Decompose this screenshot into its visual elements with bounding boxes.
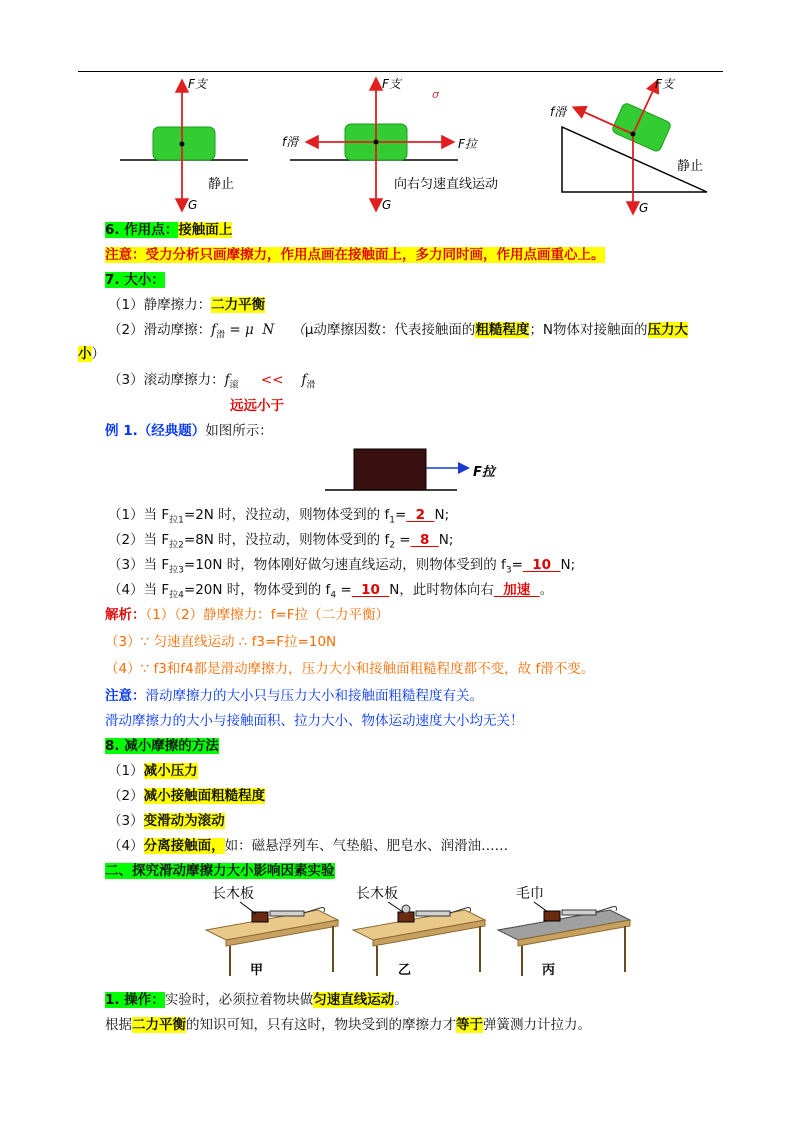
close-paren: ）	[91, 346, 105, 362]
diagram-incline	[545, 72, 725, 222]
label-f-friction: f滑	[550, 105, 567, 119]
section-6-value: 接触面上	[178, 222, 233, 238]
answer-2: 8	[410, 532, 439, 548]
rolling-f: f	[224, 372, 230, 388]
dark-block	[354, 449, 426, 490]
rough-highlight: 粗糙程度	[475, 322, 530, 338]
label-g: G	[639, 201, 649, 215]
label-bing: 丙	[542, 963, 556, 978]
board-label-b: 长木板	[356, 886, 398, 902]
note-2-line-2: 滑动摩擦力的大小与接触面积、拉力大小、物体运动速度大小均无关！	[105, 713, 524, 729]
board-label-c: 毛巾	[516, 886, 544, 902]
diagram-rest	[110, 72, 270, 222]
label-yi: 乙	[398, 963, 412, 978]
sliding-friction-line	[108, 320, 688, 346]
example-head: 例 1.（经典题）	[105, 423, 206, 439]
rolling-sub: 滚	[229, 380, 239, 391]
mu-desc: μ动摩擦因数：代表接触面的	[304, 322, 476, 338]
example-text: 如图所示：	[205, 423, 273, 439]
sliding-eq: = μ N （	[225, 322, 305, 338]
method-3: （3）变滑动为滚动	[108, 813, 225, 829]
section-8-head: 8. 减小摩擦的方法	[105, 738, 219, 754]
analysis-line-3: （4）∵ f3和f4都是滑动摩擦力，压力大小和接触面粗糙程度都不变，故 f滑不变。	[105, 661, 595, 677]
label-g: G	[382, 198, 392, 212]
note-2-head: 注意：	[105, 688, 146, 704]
static-value: 二力平衡	[211, 297, 266, 313]
section-7-head: 7. 大小：	[105, 272, 165, 288]
answer-3: 10	[522, 557, 561, 573]
question-1: （1）当 $F_{拉1}=2N$ 时，没拉动，则物体受到的 $f_1= 2$ N;	[108, 507, 450, 526]
example-diagram	[325, 440, 515, 498]
much-less-sign: <<	[260, 372, 284, 388]
label-f-pull: F拉	[458, 137, 477, 151]
label-jia: 甲	[250, 963, 264, 978]
question-2: （2）当 $F_{拉2}=8N$ 时，没拉动，则物体受到的 $f_2 = 8$ N;	[108, 532, 454, 551]
far-less-label: 远远小于	[230, 398, 284, 414]
analysis-1: （1）（2）静摩擦力：f=F拉（二力平衡）	[145, 607, 390, 623]
rolling-sub2: 滑	[306, 380, 316, 391]
label-f-pull: F拉	[473, 465, 495, 480]
operation-line-2: 根据二力平衡的知识可知，只有这时，物块受到的摩擦力才等于弹簧测力计拉力。	[105, 1017, 591, 1033]
example-1	[105, 421, 273, 441]
static-friction-line	[108, 295, 265, 315]
label-uniform: 向右匀速直线运动	[394, 177, 499, 192]
method-2: （2）减小接触面粗糙程度	[108, 788, 266, 804]
rolling-f2: f	[301, 372, 307, 388]
rolling-prefix: （3）滚动摩擦力：	[108, 372, 225, 388]
equal-highlight: 等于	[456, 1017, 483, 1033]
section-8	[105, 736, 219, 756]
answer-4b: 加速	[493, 582, 540, 598]
note-1-text: 受力分析只画摩擦力，作用点画在接触面上，多力同时画，作用点画重心上。	[145, 247, 605, 263]
label-f-support: F支	[655, 77, 674, 91]
sliding-sub: 滑	[216, 330, 226, 341]
operation-line-1: 1. 操作：实验时，必须拉着物块做匀速直线运动。	[105, 992, 408, 1008]
answer-4: 10	[351, 582, 390, 598]
label-f-support: F支	[188, 77, 207, 91]
note-1	[105, 245, 605, 265]
diagram-uniform-motion	[280, 72, 530, 222]
answer-1: 2	[406, 507, 435, 523]
pressure-highlight-2: 小	[78, 346, 92, 362]
method-1: （1）减小压力	[108, 763, 198, 779]
board-label-a: 长木板	[212, 886, 254, 902]
label-f-support: F支	[382, 77, 401, 91]
section-experiment-head: 二、探究滑动摩擦力大小影响因素实验	[105, 863, 335, 879]
method-4: （4）分离接触面，如：磁悬浮列车、气垫船、肥皂水、润滑油……	[108, 838, 509, 854]
label-rest: 静止	[677, 159, 704, 174]
note-2-line-1	[105, 686, 483, 706]
analysis-line-2: （3）∵ 匀速直线运动 ∴ f3=F拉=10N	[105, 634, 337, 650]
rolling-friction-line	[108, 370, 316, 396]
sliding-f: f	[211, 322, 217, 338]
balance-highlight: 二力平衡	[132, 1017, 186, 1033]
analysis-head: 解析：	[105, 607, 146, 623]
static-prefix: （1）静摩擦力：	[108, 297, 212, 313]
sliding-prefix: （2）滑动摩擦：	[108, 322, 212, 338]
operation-head: 1. 操作：	[105, 992, 165, 1008]
question-4: （4）当 $F_{拉4}=20N$ 时，物体受到的 $f_4 = 10$ N，此时物体向右 加速 。	[108, 582, 554, 601]
section-experiment	[105, 861, 335, 881]
label-g: G	[188, 198, 198, 212]
section-6-head: 6. 作用点：	[105, 222, 179, 238]
section-6	[105, 220, 232, 240]
n-desc: ；N物体对接触面的	[529, 322, 648, 338]
pressure-highlight: 压力大	[647, 322, 689, 338]
experiment-figures	[198, 882, 638, 982]
uniform-motion-highlight: 匀速直线运动	[313, 992, 395, 1008]
note-1-head: 注意：	[105, 247, 146, 263]
analysis-line-1	[105, 605, 389, 625]
sliding-friction-line-cont	[78, 344, 105, 364]
question-3: （3）当 $F_{拉3}=10N$ 时，物体刚好做匀速直线运动，则物体受到的 $f_3= 10$ N;	[108, 557, 576, 576]
section-7	[105, 270, 165, 290]
note-2-text-1: 滑动摩擦力的大小只与压力大小和接触面粗糙程度有关。	[145, 688, 483, 704]
label-sigma: σ	[432, 88, 439, 101]
label-f-friction: f滑	[282, 135, 299, 149]
label-rest: 静止	[208, 177, 235, 192]
